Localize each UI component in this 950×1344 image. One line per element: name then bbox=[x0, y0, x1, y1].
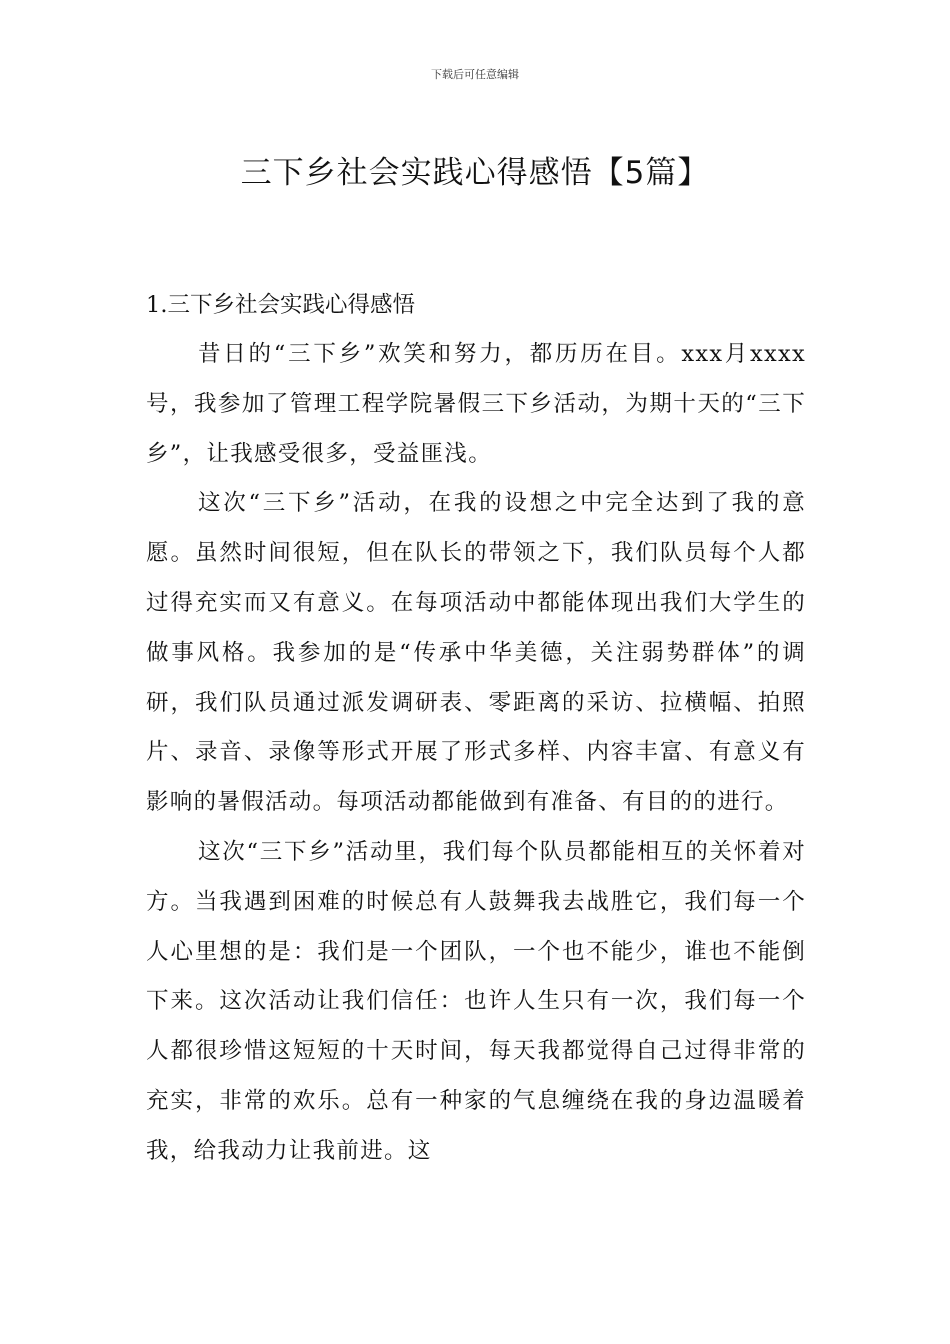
header-note: 下载后可任意编辑 bbox=[431, 68, 519, 81]
section-heading: 1.三下乡社会实践心得感悟 bbox=[146, 292, 415, 318]
paragraph-2: 这次“三下乡”活动，在我的设想之中完全达到了我的意愿。虽然时间很短，但在队长的带领之下，我们队员每个人都过得充实而又有意义。在每项活动中都能体现出我们大学生的做事风格。我参加的是“传承中华美德，关注弱势群体”的调研，我们队员通过派发调研表、零距离的采访、拉横幅、拍照片、录音、录像等形式开展了形式多样、内容丰富、有意义有影响的暑假活动。每项活动都能做到有准备、有目的的进行。 bbox=[146, 490, 806, 816]
paragraph-1: 昔日的“三下乡”欢笑和努力，都历历在目。xxx月xxxx号，我参加了管理工程学院暑假三下乡活动，为期十天的“三下乡”，让我感受很多，受益匪浅。 bbox=[146, 341, 806, 467]
paragraph-3: 这次“三下乡”活动里，我们每个队员都能相互的关怀着对方。当我遇到困难的时候总有人鼓舞我去战胜它，我们每一个人心里想的是：我们是一个团队，一个也不能少，谁也不能倒下来。这次活动让我们信任：也许人生只有一次，我们每一个人都很珍惜这短短的十天时间，每天我都觉得自己过得非常的充实，非常的欢乐。总有一种家的气息缠绕在我的身边温暖着我，给我动力让我前进。这 bbox=[146, 838, 806, 1164]
document-title: 三下乡社会实践心得感悟【5篇】 bbox=[240, 154, 710, 191]
document-body bbox=[146, 280, 806, 1177]
